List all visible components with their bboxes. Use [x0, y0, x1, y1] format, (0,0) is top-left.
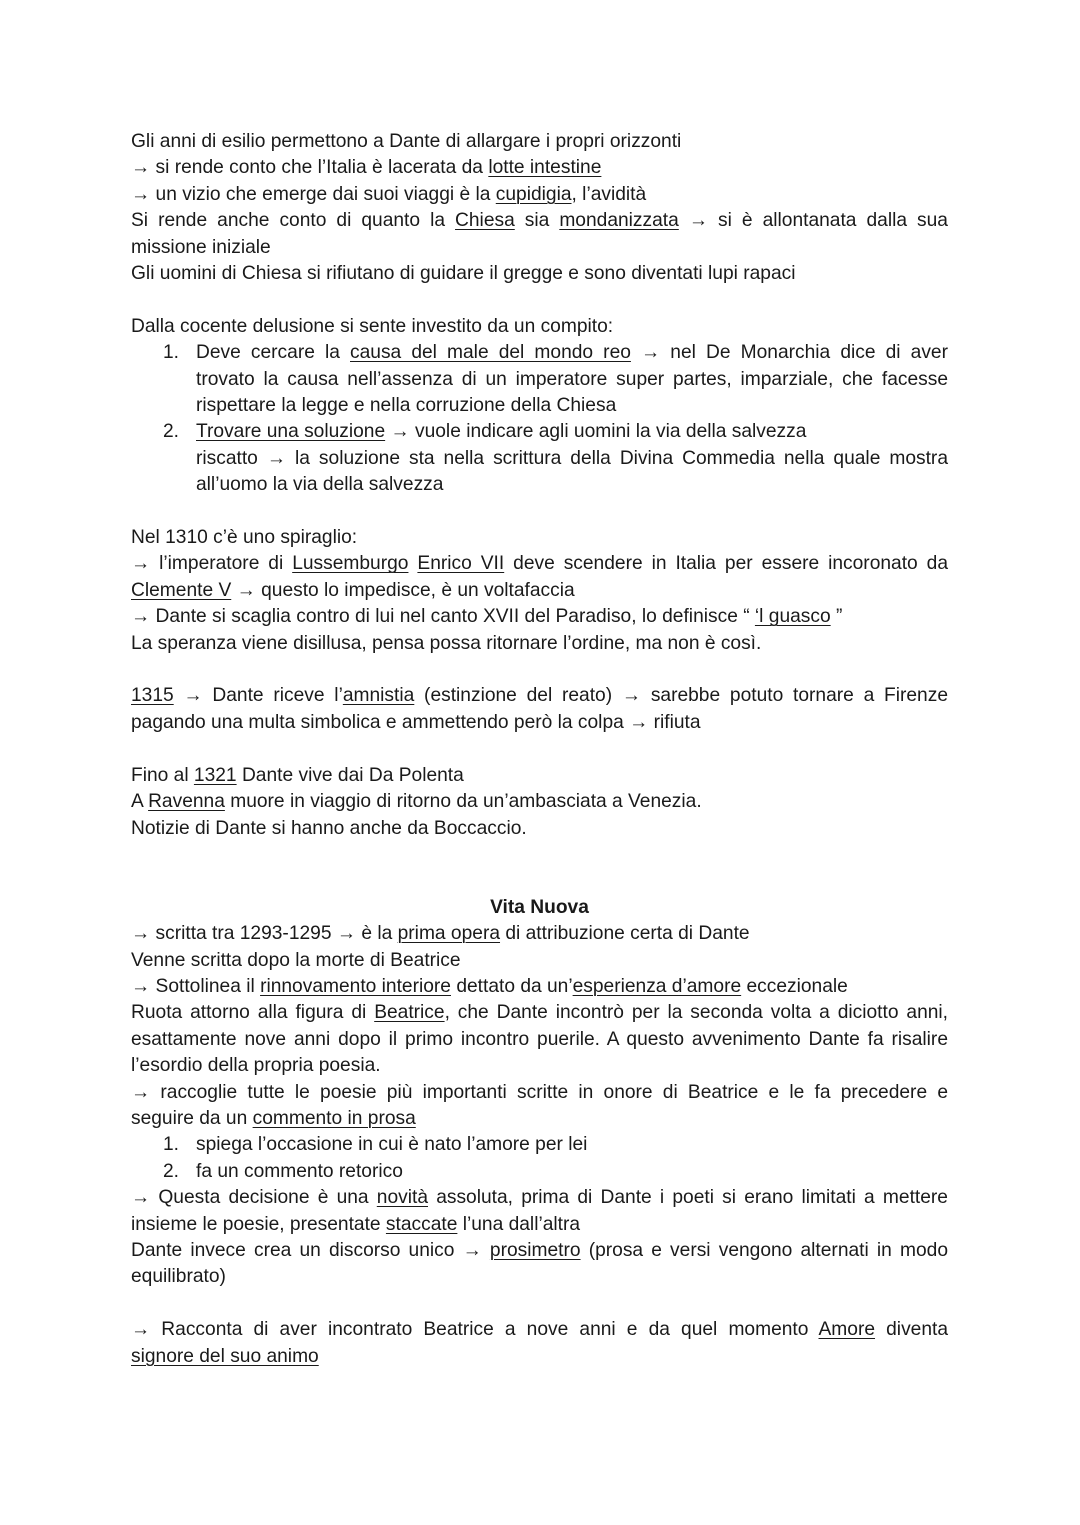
list-item	[131, 340, 948, 419]
text-line: Deve cercare la causa del male del mondo reo → nel De Monarchia dice di aver	[196, 342, 948, 364]
list-item	[131, 1159, 948, 1185]
text-line: all’uomo la via della salvezza	[196, 474, 444, 496]
text-line: → Racconta di aver incontrato Beatrice a nove anni e da quel momento Amore diventa	[131, 1319, 949, 1341]
document-page	[131, 129, 948, 1370]
list-item	[131, 1132, 948, 1158]
text-line: → Sottolinea il rinnovamento interiore dettato da un’esperienza d’amore eccezionale	[131, 975, 848, 997]
paragraph-exile	[131, 129, 948, 287]
text-line: insieme le poesie, presentate staccate l’una dall’altra	[131, 1213, 581, 1235]
list-number: 2.	[163, 1160, 180, 1182]
text-line: Venne scritta dopo la morte di Beatrice	[131, 949, 461, 971]
text-line: Clemente V → questo lo impedisce, è un voltafaccia	[131, 579, 575, 601]
text-line: → Questa decisione è una novità assoluta, prima di Dante i poeti si erano limitati a mettere	[131, 1187, 948, 1209]
text-line: Si rende anche conto di quanto la Chiesa sia mondanizzata → si è allontanata dalla sua	[131, 210, 948, 232]
text-line: fa un commento retorico	[196, 1160, 403, 1182]
text-line: Nel 1310 c’è uno spiraglio:	[131, 527, 358, 549]
list-number: 1.	[163, 342, 180, 364]
section-title: Vita Nuova	[490, 896, 589, 918]
text-line: → raccoglie tutte le poesie più importanti scritte in onore di Beatrice e le fa precedere e	[131, 1081, 948, 1103]
text-line: → l’imperatore di Lussemburgo Enrico VII deve scendere in Italia per essere incoronato da	[131, 553, 948, 575]
text-line: spiega l’occasione in cui è nato l’amore per lei	[196, 1134, 588, 1156]
text-line: → si rende conto che l’Italia è lacerata da lotte intestine	[131, 157, 602, 179]
paragraph-1310	[131, 525, 948, 657]
list-number: 1.	[163, 1134, 180, 1156]
list-item	[131, 419, 948, 498]
text-line: A Ravenna muore in viaggio di ritorno da un’ambasciata a Venezia.	[131, 791, 702, 813]
text-line: esattamente nove anni dopo il primo incontro puerile. A questo avvenimento Dante fa risalire	[131, 1028, 948, 1050]
text-line: Trovare una soluzione → vuole indicare agli uomini la via della salvezza	[196, 421, 807, 443]
text-line: → un vizio che emerge dai suoi viaggi è la cupidigia, l’avidità	[131, 183, 647, 205]
text-line: → Dante si scaglia contro di lui nel canto XVII del Paradiso, lo definisce “ ‘l guasco ”	[131, 606, 843, 628]
text-line: equilibrato)	[131, 1266, 226, 1288]
text-line: missione iniziale	[131, 236, 271, 258]
text-line: Dante invece crea un discorso unico → prosimetro (prosa e versi vengono alternati in modo	[131, 1239, 948, 1261]
text-line: Fino al 1321 Dante vive dai Da Polenta	[131, 764, 464, 786]
text-line: seguire da un commento in prosa	[131, 1107, 416, 1129]
text-line: l’esordio della propria poesia.	[131, 1055, 381, 1077]
text-line: 1315 → Dante riceve l’amnistia (estinzione del reato) → sarebbe potuto tornare a Firenze	[131, 685, 948, 707]
text-line: Dalla cocente delusione si sente investito da un compito:	[131, 315, 614, 337]
text-line: trovato la causa nell’assenza di un imperatore super partes, imparziale, che facesse	[196, 368, 948, 390]
text-line: → scritta tra 1293-1295 → è la prima opera di attribuzione certa di Dante	[131, 923, 750, 945]
paragraph-1315	[131, 683, 948, 736]
text-line: Notizie di Dante si hanno anche da Boccaccio.	[131, 817, 527, 839]
text-line: Gli uomini di Chiesa si rifiutano di guidare il gregge e sono diventati lupi rapaci	[131, 263, 796, 285]
text-line: riscatto → la soluzione sta nella scrittura della Divina Commedia nella quale mostra	[196, 447, 948, 469]
text-line: Ruota attorno alla figura di Beatrice, che Dante incontrò per la seconda volta a diciotto anni,	[131, 1002, 949, 1024]
section-vita-nuova	[131, 895, 948, 1370]
list-number: 2.	[163, 421, 180, 443]
text-line: signore del suo animo	[131, 1345, 319, 1367]
text-line: Gli anni di esilio permettono a Dante di allargare i propri orizzonti	[131, 131, 682, 152]
text-line: rispettare la legge e nella corruzione della Chiesa	[196, 395, 617, 417]
paragraph-1321	[131, 763, 948, 842]
text-line: pagando una multa simbolica e ammettendo però la colpa → rifiuta	[131, 711, 701, 733]
text-line: La speranza viene disillusa, pensa possa ritornare l’ordine, ma non è così.	[131, 632, 762, 654]
paragraph-task	[131, 314, 948, 499]
